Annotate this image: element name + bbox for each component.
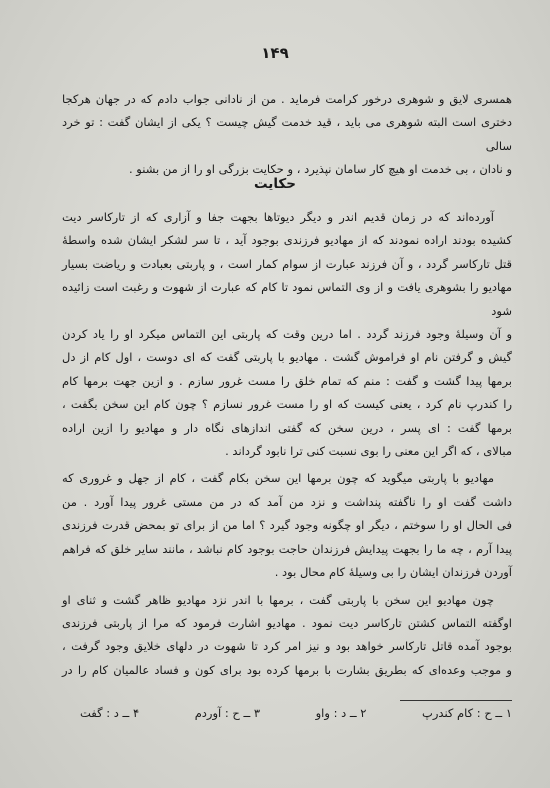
text-line: برمها گفت : ای پسر ، درین سخن که گفتی اندازهای نگاه دار و مهادیو را ازین اراده — [62, 420, 512, 435]
intro-text — [62, 88, 512, 182]
text-line: پیدا آرم ، چه ما را بجهت پیدایش فرزندان حاجت بوجود کام نباشد ، مانند سایر خلق که فراهم — [62, 541, 512, 556]
section-heading: حکایت — [253, 176, 296, 192]
text-line: و نادان ، بی خدمت او هیچ کار سامان نپذیرد ، و حکایت بزرگی او را از من بشنو . — [129, 162, 512, 177]
text-line: گیش و گرفتن نام او فراموش گشت . مهادیو با پاربتی گفت که ای دوست ، اول کام از دل — [62, 350, 512, 365]
footnote: ۱ ــ ح : کام کندرپ — [422, 706, 512, 720]
story-text — [62, 206, 512, 682]
text-line: و موجب وعده‌ای که بطریق بشارت با برمها کرده بود برای کون و فساد عالمیان کام را در — [62, 662, 512, 677]
text-line: کشیده بودند اراده نمودند که از مهادیو فرزندی بوجود آید ، تا سر لشکر ایشان شده واسطهٔ — [62, 233, 512, 248]
text-line: فی الحال او را سوختم ، دیگر او چگونه وجود گیرد ؟ اما من از برای تو بمحض قدرت فرزندی — [62, 518, 512, 533]
footnote: ۲ ــ د : واو — [315, 706, 367, 720]
text-line: اوگفته التماس کشتن تارکاسر دیت نمود . مهادیو اشارت فرمود که مرا از پاربتی فرزندی — [62, 615, 512, 630]
text-line: همسری لایق و شوهری درخور کرامت فرماید . من از نادانی جواب دادم که در جهان هرکجا — [62, 92, 512, 106]
text-line: را کندرپ نام کرد ، یعنی کیست که او را مست غرور نسازم ؟ چون کام این سخن بگفت ، — [62, 397, 512, 412]
text-line: و آن وسیلهٔ وجود فرزند گردد . اما درین وقت که پاربتی این التماس میکرد او را یاد کردن — [62, 327, 512, 342]
text-line: داشت گفت او را ناگفته پنداشت و نزد من آمد که در من مستی غرور پیدا آورد . من — [62, 494, 512, 509]
footnote-divider — [400, 700, 512, 701]
text-line: مبالای ، که اگر این معنی را بوی نسبت کنی ترا نابود گرداند . — [225, 444, 512, 459]
text-line: برمها پیدا گشت و گفت : منم که تمام خلق را مست غرور سازم . و ازین جهت برمها کام — [62, 373, 512, 388]
text-line: آوردن فرزندان ایشان را بی وسیلهٔ کام محال بود . — [274, 565, 512, 580]
text-line: چون مهادیو این سخن با پاربتی گفت ، برمها با اندر نزد مهادیو ظاهر گشت و ثنای او — [62, 592, 494, 607]
text-line: دختری است البته شوهری می باید ، قید خدمت گیش چیست ؟ یکی از ایشان گفت : تو خرد سالی — [62, 115, 512, 153]
text-line: قتل تارکاسر گردد ، و آن فرزند عبارت از سوام کمار است ، و پاربتی بعبادت و ریاضت بسیار — [62, 256, 512, 271]
text-line: آورده‌اند که در زمان قدیم اندر و دیگر دیوتاها بجهت جفا و آزاری که از تارکاسر دیت — [62, 210, 494, 224]
text-line: مهادیو را بشوهری یافت و از وی التماس نمود تا کام که عبارت از شهوت و رغبت است زائیده شود — [62, 280, 512, 318]
text-line: مهادیو با پاربتی میگوید که چون برمها این سخن بکام گفت ، کام از جهل و غروری که — [62, 471, 494, 486]
footnote: ۳ ــ ح : آوردم — [194, 706, 261, 720]
footnotes — [80, 706, 512, 720]
text-line: بوجود آمده قاتل تارکاسر خواهد بود و نیز امر کرد تا شهوت در دلهای خلایق وجود گرفت ، — [62, 639, 512, 654]
page-number: ۱۴۹ — [261, 44, 289, 62]
footnote: ۴ ــ د : گفت — [80, 706, 140, 720]
